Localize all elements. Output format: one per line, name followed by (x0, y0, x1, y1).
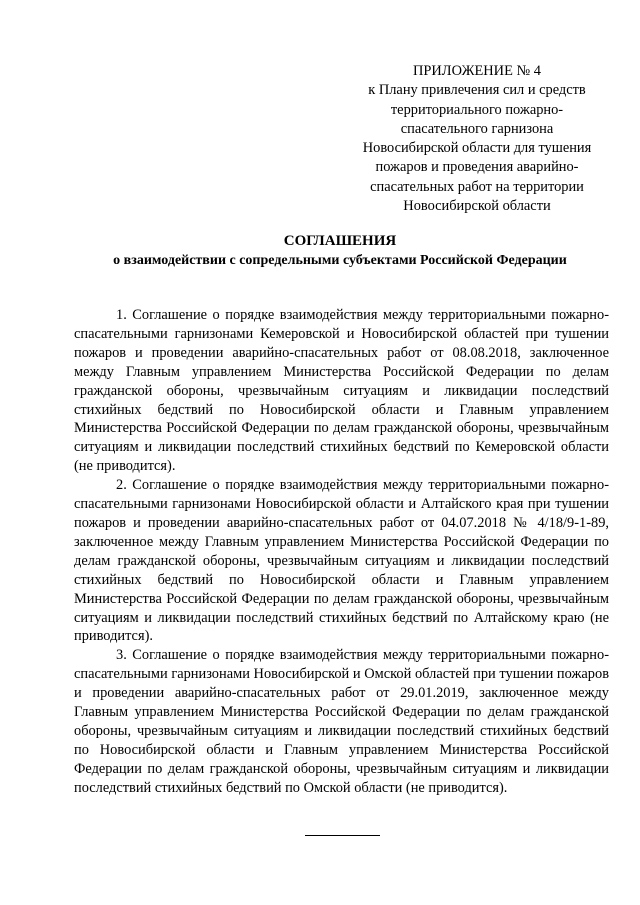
document-title: СОГЛАШЕНИЯ (283, 233, 397, 249)
appendix-line: Новосибирской области (403, 198, 551, 215)
document-body (74, 306, 609, 798)
agreement-paragraph-1: 1. Соглашение о порядке взаимодействия между территориальными пожарно-спасательными гарнизонами Кемеровской и Новосибирской областей при тушении пожаров и проведении аварийно-спасательных работ от 08.08.2018, заключенное между Главным управлением Министерства Российской Федерации по делам гражданской обороны, чрезвычайным ситуациям и ликвидации последствий стихийных бедствий по Новосибирской области и Главным управлением Министерства Российской Федерации по делам гражданской обороны, чрезвычайным ситуациям и ликвидации последствий стихийных бедствий по Кемеровской области (не приводится). (74, 307, 609, 475)
appendix-line: спасательного гарнизона (400, 120, 554, 137)
appendix-line: Новосибирской области для тушения (362, 140, 592, 157)
appendix-line: к Плану привлечения сил и средств (368, 82, 586, 99)
agreement-paragraph-3: 3. Соглашение о порядке взаимодействия между территориальными пожарно-спасательными гарнизонами Новосибирской и Омской областей при тушении пожаров и проведении аварийно-спасательных работ от 29.01.2019, заключенное между Главным управлением Министерства Российской Федерации по делам гражданской обороны, чрезвычайным ситуациям и ликвидации последствий стихийных бедствий по Новосибирской области и Главным управлением Министерства Российской Федерации по делам гражданской обороны, чрезвычайным ситуациям и ликвидации последствий стихийных бедствий по Омской области (не приводится). (74, 647, 609, 796)
appendix-line: пожаров и проведения аварийно- (375, 159, 579, 176)
appendix-line: спасательных работ на территории (370, 178, 584, 195)
appendix-number: ПРИЛОЖЕНИЕ № 4 (413, 63, 541, 79)
document-subtitle: о взаимодействии с сопредельными субъектами Российской Федерации (113, 253, 567, 268)
agreement-paragraph-2: 2. Соглашение о порядке взаимодействия между территориальными пожарно-спасательными гарнизонами Новосибирской области и Алтайского края при тушении пожаров и проведении аварийно-спасательных работ от 04.07.2018 № 4/18/9-1-89, заключенное между Главным управлением Министерства Российской Федерации по делам гражданской обороны, чрезвычайным ситуациям и ликвидации последствий стихийных бедствий по Новосибирской области и Главным управлением Министерства Российской Федерации по делам гражданской обороны, чрезвычайным ситуациям и ликвидации последствий стихийных бедствий по Алтайскому краю (не приводится). (74, 477, 609, 645)
appendix-line: территориального пожарно- (390, 101, 564, 118)
appendix-header (352, 62, 602, 216)
end-separator-line (305, 835, 380, 836)
